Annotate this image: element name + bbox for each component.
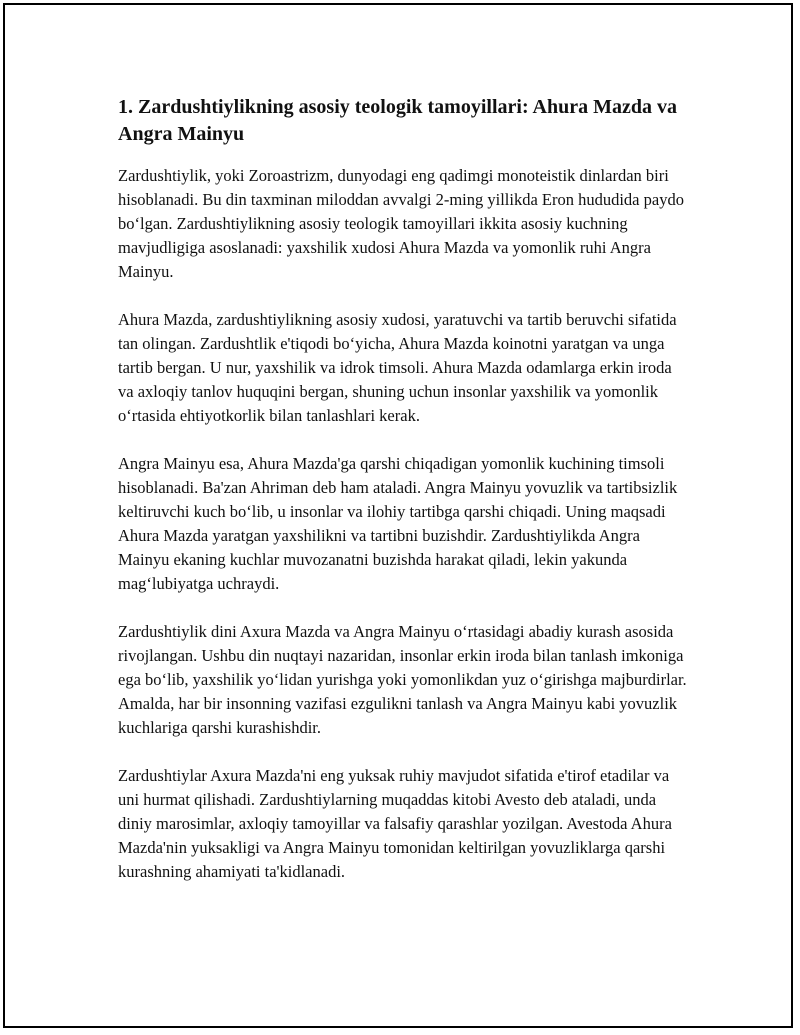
paragraph-ahura-mazda: Ahura Mazda, zardushtiylikning asosiy xudosi, yaratuvchi va tartib beruvchi sifatida tan olingan. Zardushtlik e'tiqodi bo‘yicha, Ahura Mazda koinotni yaratgan va unga tartib bergan. U nur, yaxshilik va idrok timsoli. Ahura Mazda odamlarga erkin iroda va axloqiy tanlov huquqini bergan, shuning uchun insonlar yaxshilik va yomonlik o‘rtasida ehtiyotkorlik bilan tanlashlari kerak. xyxy=(118,310,677,425)
paragraph-introduction: Zardushtiylik, yoki Zoroastrizm, dunyodagi eng qadimgi monoteistik dinlardan biri hisoblanadi. Bu din taxminan miloddan avvalgi 2-ming yillikda Eron hududida paydo bo‘lgan. Zardushtiylikning asosiy teologik tamoyillari ikkita asosiy kuchning mavjudligiga asoslanadi: yaxshilik xudosi Ahura Mazda va yomonlik ruhi Angra Mainyu. xyxy=(118,166,684,281)
section-heading: 1. Zardushtiylikning asosiy teologik tamoyillari: Ahura Mazda va Angra Mainyu xyxy=(118,96,677,145)
paragraph-eternal-struggle: Zardushtiylik dini Axura Mazda va Angra Mainyu o‘rtasidagi abadiy kurash asosida rivojlangan. Ushbu din nuqtayi nazaridan, insonlar erkin iroda bilan tanlash imkoniga ega bo‘lib, yaxshilik yo‘lidan yurishga yoki yomonlikdan yuz o‘girishga majburdirlar. Amalda, har bir insonning vazifasi ezgulikni tanlash va Angra Mainyu kabi yovuzlik kuchlariga qarshi kurashishdir. xyxy=(118,622,687,737)
paragraph-angra-mainyu: Angra Mainyu esa, Ahura Mazda'ga qarshi chiqadigan yomonlik kuchining timsoli hisoblanadi. Ba'zan Ahriman deb ham ataladi. Angra Mainyu yovuzlik va tartibsizlik keltiruvchi kuch bo‘lib, u insonlar va ilohiy tartibga qarshi chiqadi. Uning maqsadi Ahura Mazda yaratgan yaxshilikni va tartibni buzishdir. Zardushtiylikda Angra Mainyu ekaning kuchlar muvozanatni buzishda harakat qiladi, lekin yakunda mag‘lubiyatga uchraydi. xyxy=(118,454,678,593)
document-body xyxy=(118,94,688,908)
paragraph-avesto: Zardushtiylar Axura Mazda'ni eng yuksak ruhiy mavjudot sifatida e'tirof etadilar va uni hurmat qilishadi. Zardushtiylarning muqaddas kitobi Avesto deb ataladi, unda diniy marosimlar, axloqiy tamoyillar va falsafiy qarashlar yozilgan. Avestoda Ahura Mazda'nin yuksakligi va Angra Mainyu tomonidan keltirilgan yovuzliklarga qarshi kurashning ahamiyati ta'kidlanadi. xyxy=(118,766,672,881)
